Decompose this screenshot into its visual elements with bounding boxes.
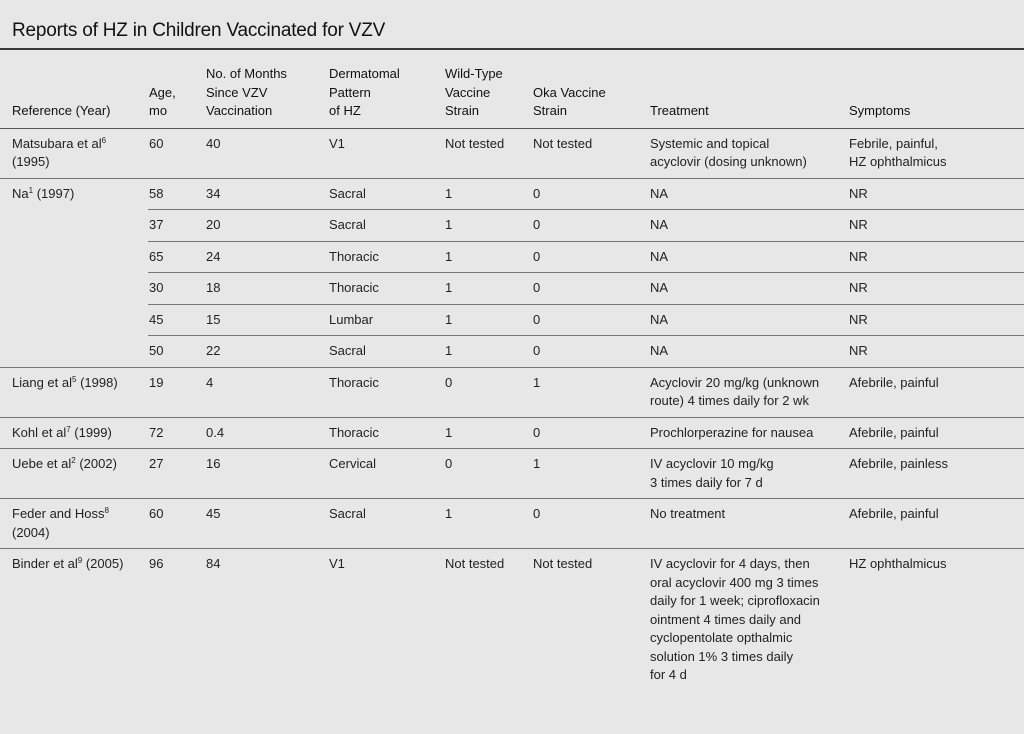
treatment-line: Prochlorperazine for nausea [650,424,814,440]
reference-year: (2004) [12,524,50,540]
header-months: No. of Months Since VZV Vaccination [205,56,328,128]
cell-oka: 0 [532,241,649,273]
reference-name: Matsubara et al [12,135,102,151]
symptoms-line: NR [849,248,868,264]
cell-reference [0,449,148,499]
cell-symptoms [848,499,1024,549]
treatment-line: daily for 1 week; ciprofloxacin [650,593,820,608]
cell-treatment [649,336,848,368]
cell-oka: 0 [532,210,649,242]
cell-months: 18 [205,273,328,305]
cell-symptoms [848,210,1024,242]
cell-symptoms [848,128,1024,178]
cell-months: 4 [205,367,328,417]
table-row [0,549,1024,691]
cell-pattern: V1 [329,135,345,151]
cell-reference [0,336,148,368]
cell-pattern: Thoracic [328,417,444,449]
cell-oka: 1 [532,367,649,417]
treatment-line: Acyclovir 20 mg/kg (unknown [650,374,820,390]
cell-wild: 1 [444,499,532,549]
symptoms-line: NR [849,343,868,358]
cell-wild: 1 [444,304,532,336]
treatment-line: 3 times daily for 7 d [650,474,763,490]
reference-name: Feder and Hoss [12,506,105,521]
header-pattern: Dermatomal Pattern of HZ [328,56,444,128]
cell-treatment [649,210,848,242]
cell-pattern: Sacral [328,178,444,210]
cell-symptoms [848,336,1024,368]
cell-pattern: Thoracic [328,273,444,305]
cell-wild: Not tested [445,135,505,151]
treatment-line: acyclovir (dosing unknown) [650,154,807,169]
treatment-line: Systemic and topical [650,135,770,151]
cell-age: 72 [148,417,205,449]
cell-wild: Not tested [444,549,532,691]
treatment-line: NA [650,311,669,327]
cell-pattern: Cervical [328,449,444,499]
cell-oka: 0 [532,304,649,336]
symptoms-line: Afebrile, painful [849,374,939,390]
cell-reference [0,210,148,242]
cell-months: 0.4 [205,417,328,449]
cell-months: 24 [205,241,328,273]
cell-wild: 0 [444,367,532,417]
cell-treatment [649,304,848,336]
cell-months: 15 [205,304,328,336]
reference-citation: 5 [72,374,77,384]
cell-symptoms [848,178,1024,210]
cell-symptoms [848,549,1024,691]
reference-year: (1998) [76,374,118,390]
cell-reference [0,304,148,336]
cell-reference [0,367,148,417]
reference-name: Binder et al [12,556,78,571]
treatment-line: NA [650,280,669,295]
symptoms-line: NR [849,185,868,201]
treatment-line: ointment 4 times daily and [650,611,802,627]
reference-name: Liang et al [12,374,72,390]
table-row [0,128,1024,178]
reference-year: (2005) [82,556,124,571]
table-row [0,417,1024,449]
cell-wild: 1 [444,336,532,368]
treatment-line: IV acyclovir 10 mg/kg [650,456,774,471]
reference-citation: 1 [28,185,34,195]
cell-age: 96 [148,549,205,691]
table-row [0,367,1024,417]
cell-months: 22 [205,336,328,368]
cell-reference [0,241,148,273]
reference-citation: 9 [77,556,83,565]
header-symptoms: Symptoms [848,56,1024,128]
cell-age: 50 [148,336,205,368]
symptoms-line: Afebrile, painless [849,456,948,471]
symptoms-line: Afebrile, painful [849,424,939,440]
symptoms-line: NR [849,280,868,295]
reference-year: (1999) [70,424,112,440]
cell-oka: Not tested [532,549,649,691]
cell-wild: 1 [444,273,532,305]
symptoms-line: HZ ophthalmicus [849,154,947,169]
cell-age: 27 [148,449,205,499]
treatment-line: NA [650,343,669,358]
cell-wild: 0 [444,449,532,499]
treatment-line: NA [650,185,669,201]
cell-symptoms [848,273,1024,305]
table-row [0,178,1024,210]
cell-oka: 0 [532,499,649,549]
cell-oka: 0 [532,417,649,449]
cell-symptoms [848,417,1024,449]
cell-age: 19 [148,367,205,417]
cell-pattern: Lumbar [328,304,444,336]
title-rule [0,48,1024,50]
treatment-line: solution 1% 3 times daily [650,648,794,664]
cell-wild: 1 [444,417,532,449]
cell-pattern: Thoracic [328,367,444,417]
treatment-line: cyclopentolate opthalmic [650,630,793,645]
cell-age: 58 [148,178,205,210]
cell-age: 60 [149,135,164,151]
cell-treatment [649,273,848,305]
treatment-line: route) 4 times daily for 2 wk [650,393,809,408]
reference-citation: 8 [104,506,109,515]
cell-months: 16 [205,449,328,499]
cell-age: 45 [148,304,205,336]
cell-reference [0,549,148,691]
cell-reference [0,499,148,549]
cell-age: 60 [148,499,205,549]
cell-reference [0,417,148,449]
symptoms-line: HZ ophthalmicus [849,556,947,571]
treatment-line: oral acyclovir 400 mg 3 times [650,574,819,590]
cell-wild: 1 [444,178,532,210]
cell-months: 45 [205,499,328,549]
cell-symptoms [848,241,1024,273]
cell-symptoms [848,449,1024,499]
table-row [0,499,1024,549]
cell-treatment [649,449,848,499]
symptoms-line: Afebrile, painful [849,506,939,521]
cell-reference [0,273,148,305]
reference-year: (1997) [33,185,75,201]
header-reference: Reference (Year) [0,56,148,128]
reference-year: (1995) [12,154,50,169]
reference-name: Kohl et al [12,424,67,440]
table-row [0,241,1024,273]
cell-reference [0,128,148,178]
reference-name: Na [12,185,29,201]
table-row [0,210,1024,242]
table-row [0,449,1024,499]
symptoms-line: Febrile, painful, [849,135,938,151]
reference-citation: 2 [71,456,76,465]
treatment-line: NA [650,248,669,264]
cell-pattern: Sacral [328,210,444,242]
cell-symptoms [848,304,1024,336]
treatment-line: NA [650,217,669,232]
cell-oka: 1 [532,449,649,499]
cell-treatment [649,417,848,449]
cell-pattern: Sacral [328,336,444,368]
cell-months: 40 [206,135,221,151]
cell-treatment [649,241,848,273]
cell-treatment [649,128,848,178]
table-title: Reports of HZ in Children Vaccinated for VZV [12,20,386,41]
table-row [0,304,1024,336]
reference-year: (2002) [75,456,117,471]
cell-months: 34 [205,178,328,210]
cell-age: 30 [148,273,205,305]
cell-treatment [649,549,848,691]
cell-pattern: V1 [328,549,444,691]
hz-reports-table [0,56,1024,691]
table-row [0,273,1024,305]
header-wild-type: Wild-Type Vaccine Strain [444,56,532,128]
header-oka: Oka Vaccine Strain [532,56,649,128]
symptoms-line: NR [849,217,868,232]
reference-citation: 7 [66,424,71,434]
cell-treatment [649,367,848,417]
cell-pattern: Thoracic [328,241,444,273]
cell-months: 84 [205,549,328,691]
cell-oka: Not tested [533,135,593,151]
treatment-line: IV acyclovir for 4 days, then [650,556,810,571]
cell-age: 65 [148,241,205,273]
header-row [0,56,1024,128]
reference-citation: 6 [101,135,107,145]
cell-oka: 0 [532,336,649,368]
cell-wild: 1 [444,241,532,273]
treatment-line: for 4 d [650,667,687,682]
table-row [0,336,1024,368]
cell-oka: 0 [532,273,649,305]
header-treatment: Treatment [649,56,848,128]
cell-treatment [649,178,848,210]
cell-reference [0,178,148,210]
cell-wild: 1 [444,210,532,242]
reference-name: Uebe et al [12,456,72,471]
header-age: Age, mo [148,56,205,128]
treatment-line: No treatment [650,506,726,521]
cell-age: 37 [148,210,205,242]
cell-symptoms [848,367,1024,417]
cell-oka: 0 [532,178,649,210]
cell-treatment [649,499,848,549]
symptoms-line: NR [849,311,868,327]
cell-months: 20 [205,210,328,242]
cell-pattern: Sacral [328,499,444,549]
